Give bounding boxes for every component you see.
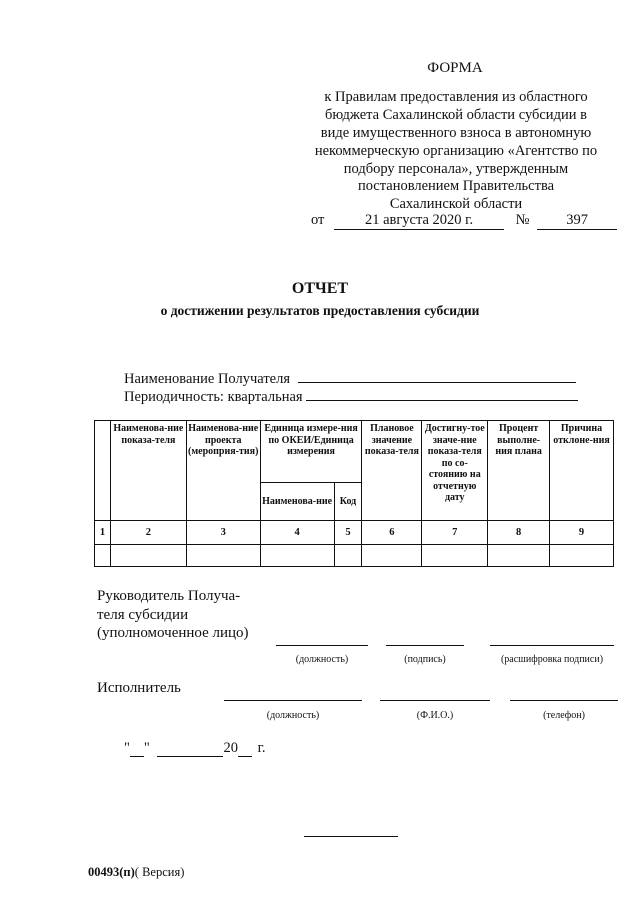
header-cell-unit-name: Наименова-ние <box>260 483 334 521</box>
bottom-separator-line <box>304 836 398 837</box>
date-line <box>124 740 266 757</box>
table-number-row <box>95 521 614 545</box>
resolution-date: 21 августа 2020 г. <box>334 212 504 230</box>
table-cell[interactable] <box>260 545 334 567</box>
head-signature-caption: (подпись) <box>404 654 446 665</box>
recipient-field <box>124 370 576 388</box>
table-cell[interactable] <box>362 545 422 567</box>
header-cell-1 <box>95 421 111 521</box>
column-number: 7 <box>422 521 488 545</box>
head-name-line[interactable] <box>490 645 614 646</box>
header-cell-percent: Процент выполне-ния плана <box>488 421 550 521</box>
document-version: ( Версия) <box>134 865 185 879</box>
document-code-number: 00493(п) <box>88 865 135 879</box>
report-subtitle: о достижении результатов предоставления субсидии <box>160 303 480 318</box>
column-number: 6 <box>362 521 422 545</box>
header-cell-project: Наименова-ние проекта (мероприя-тия) <box>186 421 260 521</box>
form-title: ФОРМА <box>427 60 483 76</box>
form-header-line: Сахалинской области <box>389 196 523 212</box>
resolution-number: 397 <box>537 212 617 230</box>
head-label-line: (уполномоченное лицо) <box>97 625 249 641</box>
table-cell[interactable] <box>95 545 111 567</box>
header-cell-unit-code: Код <box>334 483 362 521</box>
table-cell[interactable] <box>110 545 186 567</box>
header-cell-reason: Причина отклоне-ния <box>550 421 614 521</box>
column-number: 2 <box>110 521 186 545</box>
date-year-prefix: 20 <box>223 740 238 756</box>
executor-position-line[interactable] <box>224 700 362 701</box>
table-cell[interactable] <box>488 545 550 567</box>
head-label-line: Руководитель Получа- <box>97 588 241 604</box>
header-cell-achieved: Достигну-тое значе-ние показа-теля по со-стоянию на отчетную дату <box>422 421 488 521</box>
table-header-row <box>95 421 614 483</box>
executor-fio-line[interactable] <box>380 700 490 701</box>
date-quote-close: " <box>143 740 150 756</box>
header-cell-planned: Плановое значение показа-теля <box>362 421 422 521</box>
executor-label: Исполнитель <box>97 680 181 696</box>
header-cell-indicator: Наименова-ние показа-теля <box>110 421 186 521</box>
date-day-blank[interactable] <box>130 742 144 757</box>
results-table <box>94 420 614 567</box>
form-header-line: к Правилам предоставления из областного <box>324 89 588 105</box>
table-cell[interactable] <box>550 545 614 567</box>
head-position-caption: (должность) <box>295 654 349 665</box>
column-number: 4 <box>260 521 334 545</box>
head-name-caption: (расшифровка подписи) <box>500 654 604 665</box>
periodicity-label: Периодичность: квартальная <box>124 389 303 405</box>
from-label: от <box>311 212 325 228</box>
periodicity-input-line[interactable] <box>306 388 578 401</box>
periodicity-field <box>124 388 578 406</box>
form-header-line: некоммерческую организацию «Агентство по <box>314 143 598 159</box>
head-signature-line[interactable] <box>386 645 464 646</box>
document-code <box>88 865 184 880</box>
head-position-line[interactable] <box>276 645 368 646</box>
table-cell[interactable] <box>422 545 488 567</box>
table-cell[interactable] <box>186 545 260 567</box>
report-title: ОТЧЕТ <box>291 280 349 297</box>
date-month-blank[interactable] <box>157 742 223 757</box>
form-header-line: постановлением Правительства <box>357 178 555 194</box>
column-number: 9 <box>550 521 614 545</box>
executor-position-caption: (должность) <box>266 710 320 721</box>
form-header-line: бюджета Сахалинской области субсидии в <box>325 107 587 123</box>
number-label: № <box>515 212 530 228</box>
date-quote-open: " <box>124 740 130 756</box>
form-header-line: виде имущественного взноса в автономную <box>320 125 592 141</box>
column-number: 3 <box>186 521 260 545</box>
executor-phone-line[interactable] <box>510 700 618 701</box>
header-cell-unit: Единица измере-ния по ОКЕИ/Единица измерения <box>260 421 362 483</box>
column-number: 8 <box>488 521 550 545</box>
resolution-date-line <box>311 212 617 230</box>
column-number: 1 <box>95 521 111 545</box>
head-label-line: теля субсидии <box>97 607 189 623</box>
form-header-line: подбору персонала», утвержденным <box>343 161 569 177</box>
recipient-label: Наименование Получателя <box>124 371 291 387</box>
table-cell[interactable] <box>334 545 362 567</box>
column-number: 5 <box>334 521 362 545</box>
executor-phone-caption: (телефон) <box>543 710 585 721</box>
date-year-blank[interactable] <box>238 742 252 757</box>
recipient-input-line[interactable] <box>298 370 576 383</box>
date-year-suffix: г. <box>257 740 266 756</box>
table-row <box>95 545 614 567</box>
executor-fio-caption: (Ф.И.О.) <box>416 710 454 721</box>
